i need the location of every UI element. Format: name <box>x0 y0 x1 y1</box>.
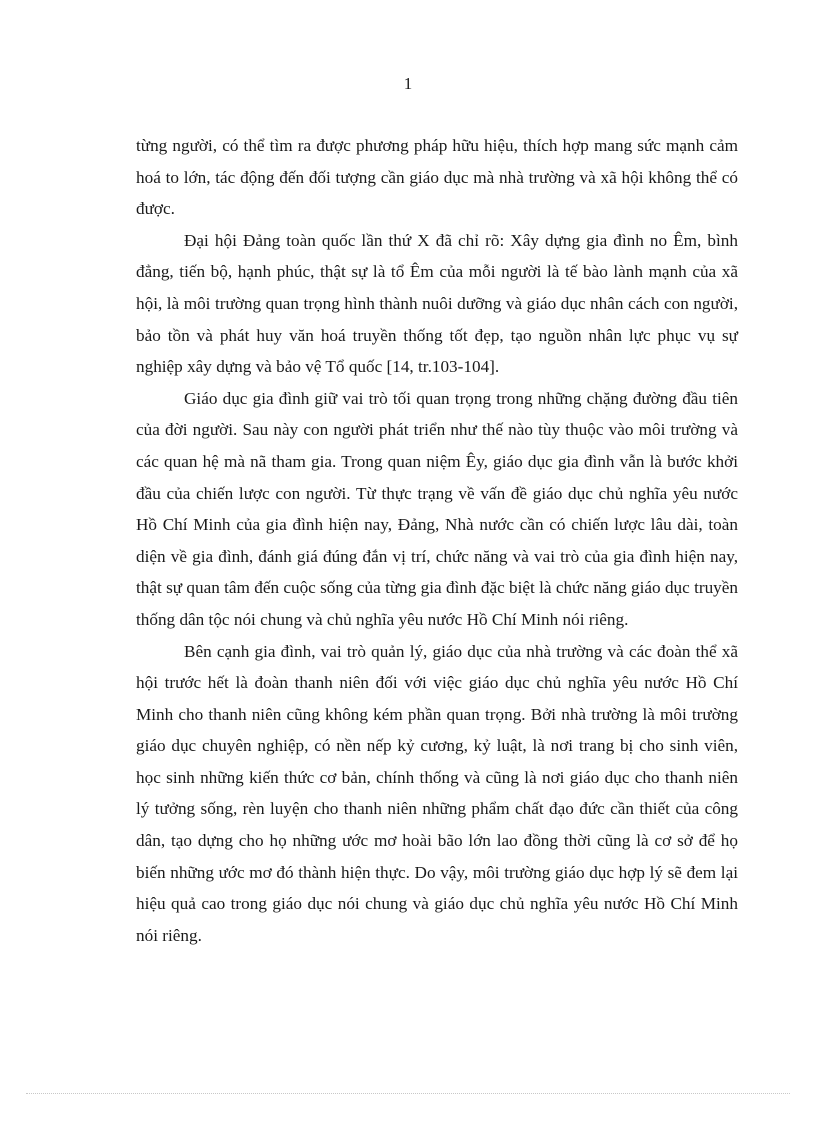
document-body <box>136 130 738 951</box>
paragraph-family-education: Giáo dục gia đình giữ vai trò tối quan trọng trong những chặng đường đầu tiên của đời người. Sau này con người phát triển như thế nào tùy thuộc vào môi trường và các quan hệ mà nã tham gia. Trong quan niệm Êy, giáo dục gia đình vẫn là bước khởi đầu của chiến lược con người. Từ thực trạng về vấn đề giáo dục chủ nghĩa yêu nước Hồ Chí Minh của gia đình hiện nay, Đảng, Nhà nước cần có chiến lược lâu dài, toàn diện về gia đình, đánh giá đúng đắn vị trí, chức năng và vai trò của gia đình hiện nay, thật sự quan tâm đến cuộc sống của từng gia đình đặc biệt là chức năng giáo dục truyền thống dân tộc nói chung và chủ nghĩa yêu nước Hồ Chí Minh nói riêng. <box>136 388 738 629</box>
paragraph-school-role: Bên cạnh gia đình, vai trò quản lý, giáo dục của nhà trường và các đoàn thể xã hội trước hết là đoàn thanh niên đối với việc giáo dục chủ nghĩa yêu nước Hồ Chí Minh cho thanh niên cũng không kém phần quan trọng. Bởi nhà trường là môi trường giáo dục chuyên nghiệp, có nền nếp kỷ cương, kỷ luật, là nơi trang bị cho sinh viên, học sinh những kiến thức cơ bản, chính thống và cũng là nơi giáo dục cho thanh niên lý tưởng sống, rèn luyện cho thanh niên những phẩm chất đạo đức cần thiết của công dân, tạo dựng cho họ những ước mơ hoài bão lớn lao đồng thời cũng là cơ sở để họ biến những ước mơ đó thành hiện thực. Do vậy, môi trường giáo dục hợp lý sẽ đem lại hiệu quả cao trong giáo dục nói chung và giáo dục chủ nghĩa yêu nước Hồ Chí Minh nói riêng. <box>136 641 738 945</box>
paragraph-party-congress: Đại hội Đảng toàn quốc lần thứ X đã chỉ rõ: Xây dựng gia đình no Êm, bình đẳng, tiến bộ, hạnh phúc, thật sự là tổ Êm của mỗi người là tế bào lành mạnh của xã hội, là môi trường quan trọng hình thành nuôi dưỡng và giáo dục nhân cách con người, bảo tồn và phát huy văn hoá truyền thống tốt đẹp, tạo nguồn nhân lực phục vụ sự nghiệp xây dựng và bảo vệ Tổ quốc [14, tr.103-104]. <box>136 230 738 377</box>
paragraph-continued: từng người, có thể tìm ra được phương pháp hữu hiệu, thích hợp mang sức mạnh cảm hoá to lớn, tác động đến đối tượng cần giáo dục mà nhà trường và xã hội không thể có được. <box>136 136 738 219</box>
page-number: 1 <box>403 74 413 93</box>
footer-divider <box>26 1093 790 1094</box>
